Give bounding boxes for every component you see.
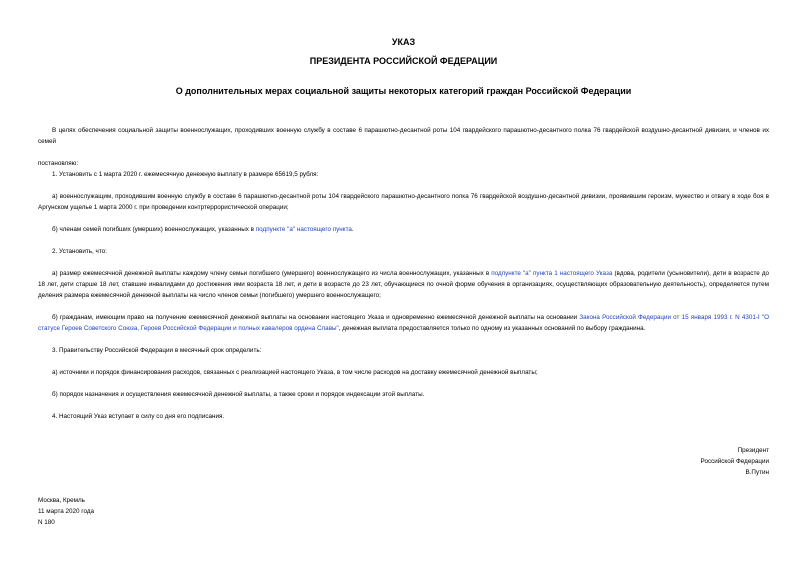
link-subpoint-a[interactable]: подпункте "а" настоящего пункта <box>255 226 352 233</box>
paragraph-3a: а) источники и порядок финансирования расходов, связанных с реализацией настоящего Указа, в том числе расходов на доставку ежемесячной денежной выплаты; <box>52 369 538 376</box>
paragraph-1b-end: . <box>351 226 354 233</box>
decree-word: постановляю: <box>38 160 79 167</box>
paragraph-1: 1. Установить с 1 марта 2020 г. ежемесячную денежную выплату в размере 65619,5 рубля: <box>52 171 319 178</box>
link-point-1-subpoint-a[interactable]: подпункте "а" пункта 1 настоящего Указа <box>491 270 613 277</box>
paragraph-1b-text: б) членам семей погибших (умерших) военнослужащих, указанных в <box>52 226 256 233</box>
signature-block <box>701 445 769 478</box>
paragraph-3b: б) порядок назначения и осуществления ежемесячной денежной выплаты, а также сроки и порядок индексации этой выплаты. <box>52 391 425 398</box>
document-issuer: ПРЕЗИДЕНТА РОССИЙСКОЙ ФЕДЕРАЦИИ <box>309 56 498 66</box>
place: Москва, Кремль <box>38 497 85 504</box>
signature-name: В.Путин <box>745 469 769 476</box>
document-body <box>38 125 769 422</box>
paragraph-1a: а) военнослужащим, проходившим военную службу в составе 6 парашютно-десантной роты 104 гвардейского парашютно-десантного полка 76 гвардейской воздушно-десантной дивизии, проявившим героизм, мужество и отвагу в ходе боя в Аргунском ущелье 1 марта 2000 г. при проведении контртеррористической операции; <box>38 193 769 211</box>
paragraph-2b-end: , денежная выплата предоставляется только по одному из указанных оснований по выбору гражданина. <box>338 325 646 332</box>
paragraph-2a-end: (вдова, родители (усыновители), дети в возрасте до 18 лет, дети старше 18 лет, ставшие инвалидами до достижения ими возраста 18 лет, и дети в возрасте до 23 лет, обучающиеся по очной форме обучения в организациях, осуществляющих образовательную деятельность), определяется путем деления размера ежемесячной денежной выплаты на число членов семьи (погибшего) умершего военнослужащего; <box>38 270 769 299</box>
signature-country: Российской Федерации <box>700 458 769 465</box>
signature-title: Президент <box>737 447 769 454</box>
preamble: В целях обеспечения социальной защиты военнослужащих, проходивших военную службу в составе 6 парашютно-десантной роты 104 гвардейского парашютно-десантного полка 76 гвардейской воздушно-десантной дивизии, и членов их семей <box>38 127 769 145</box>
paragraph-2a <box>38 268 769 301</box>
place-date-block <box>38 495 94 528</box>
decree-number: N 180 <box>38 519 55 526</box>
paragraph-2b-text: б) гражданам, имеющим право на получение ежемесячной денежной выплаты на основании настоящего Указа и одновременно ежемесячной денежной выплаты на основании <box>52 314 580 321</box>
document-title: УКАЗ <box>391 37 416 47</box>
paragraph-2: 2. Установить, что: <box>52 248 107 255</box>
paragraph-1b <box>38 224 769 235</box>
paragraph-4: 4. Настоящий Указ вступает в силу со дня его подписания. <box>52 413 225 420</box>
date: 11 марта 2020 года <box>38 508 95 515</box>
paragraph-2a-text: а) размер ежемесячной денежной выплаты каждому члену семьи погибшего (умершего) военнослужащего из числа военнослужащих, указанных в <box>52 270 492 277</box>
paragraph-3: 3. Правительству Российской Федерации в месячный срок определить: <box>52 347 262 354</box>
paragraph-2b <box>38 312 769 334</box>
document-subject: О дополнительных мерах социальной защиты некоторых категорий граждан Российской Федерации <box>175 86 632 96</box>
link-law-4301-1[interactable]: Закона Российской Федерации от 15 января 1993 г. N 4301-I "О статусе Героев Советского Союза, Героев Российской Федерации и полных кавалеров ордена Славы" <box>38 314 769 332</box>
